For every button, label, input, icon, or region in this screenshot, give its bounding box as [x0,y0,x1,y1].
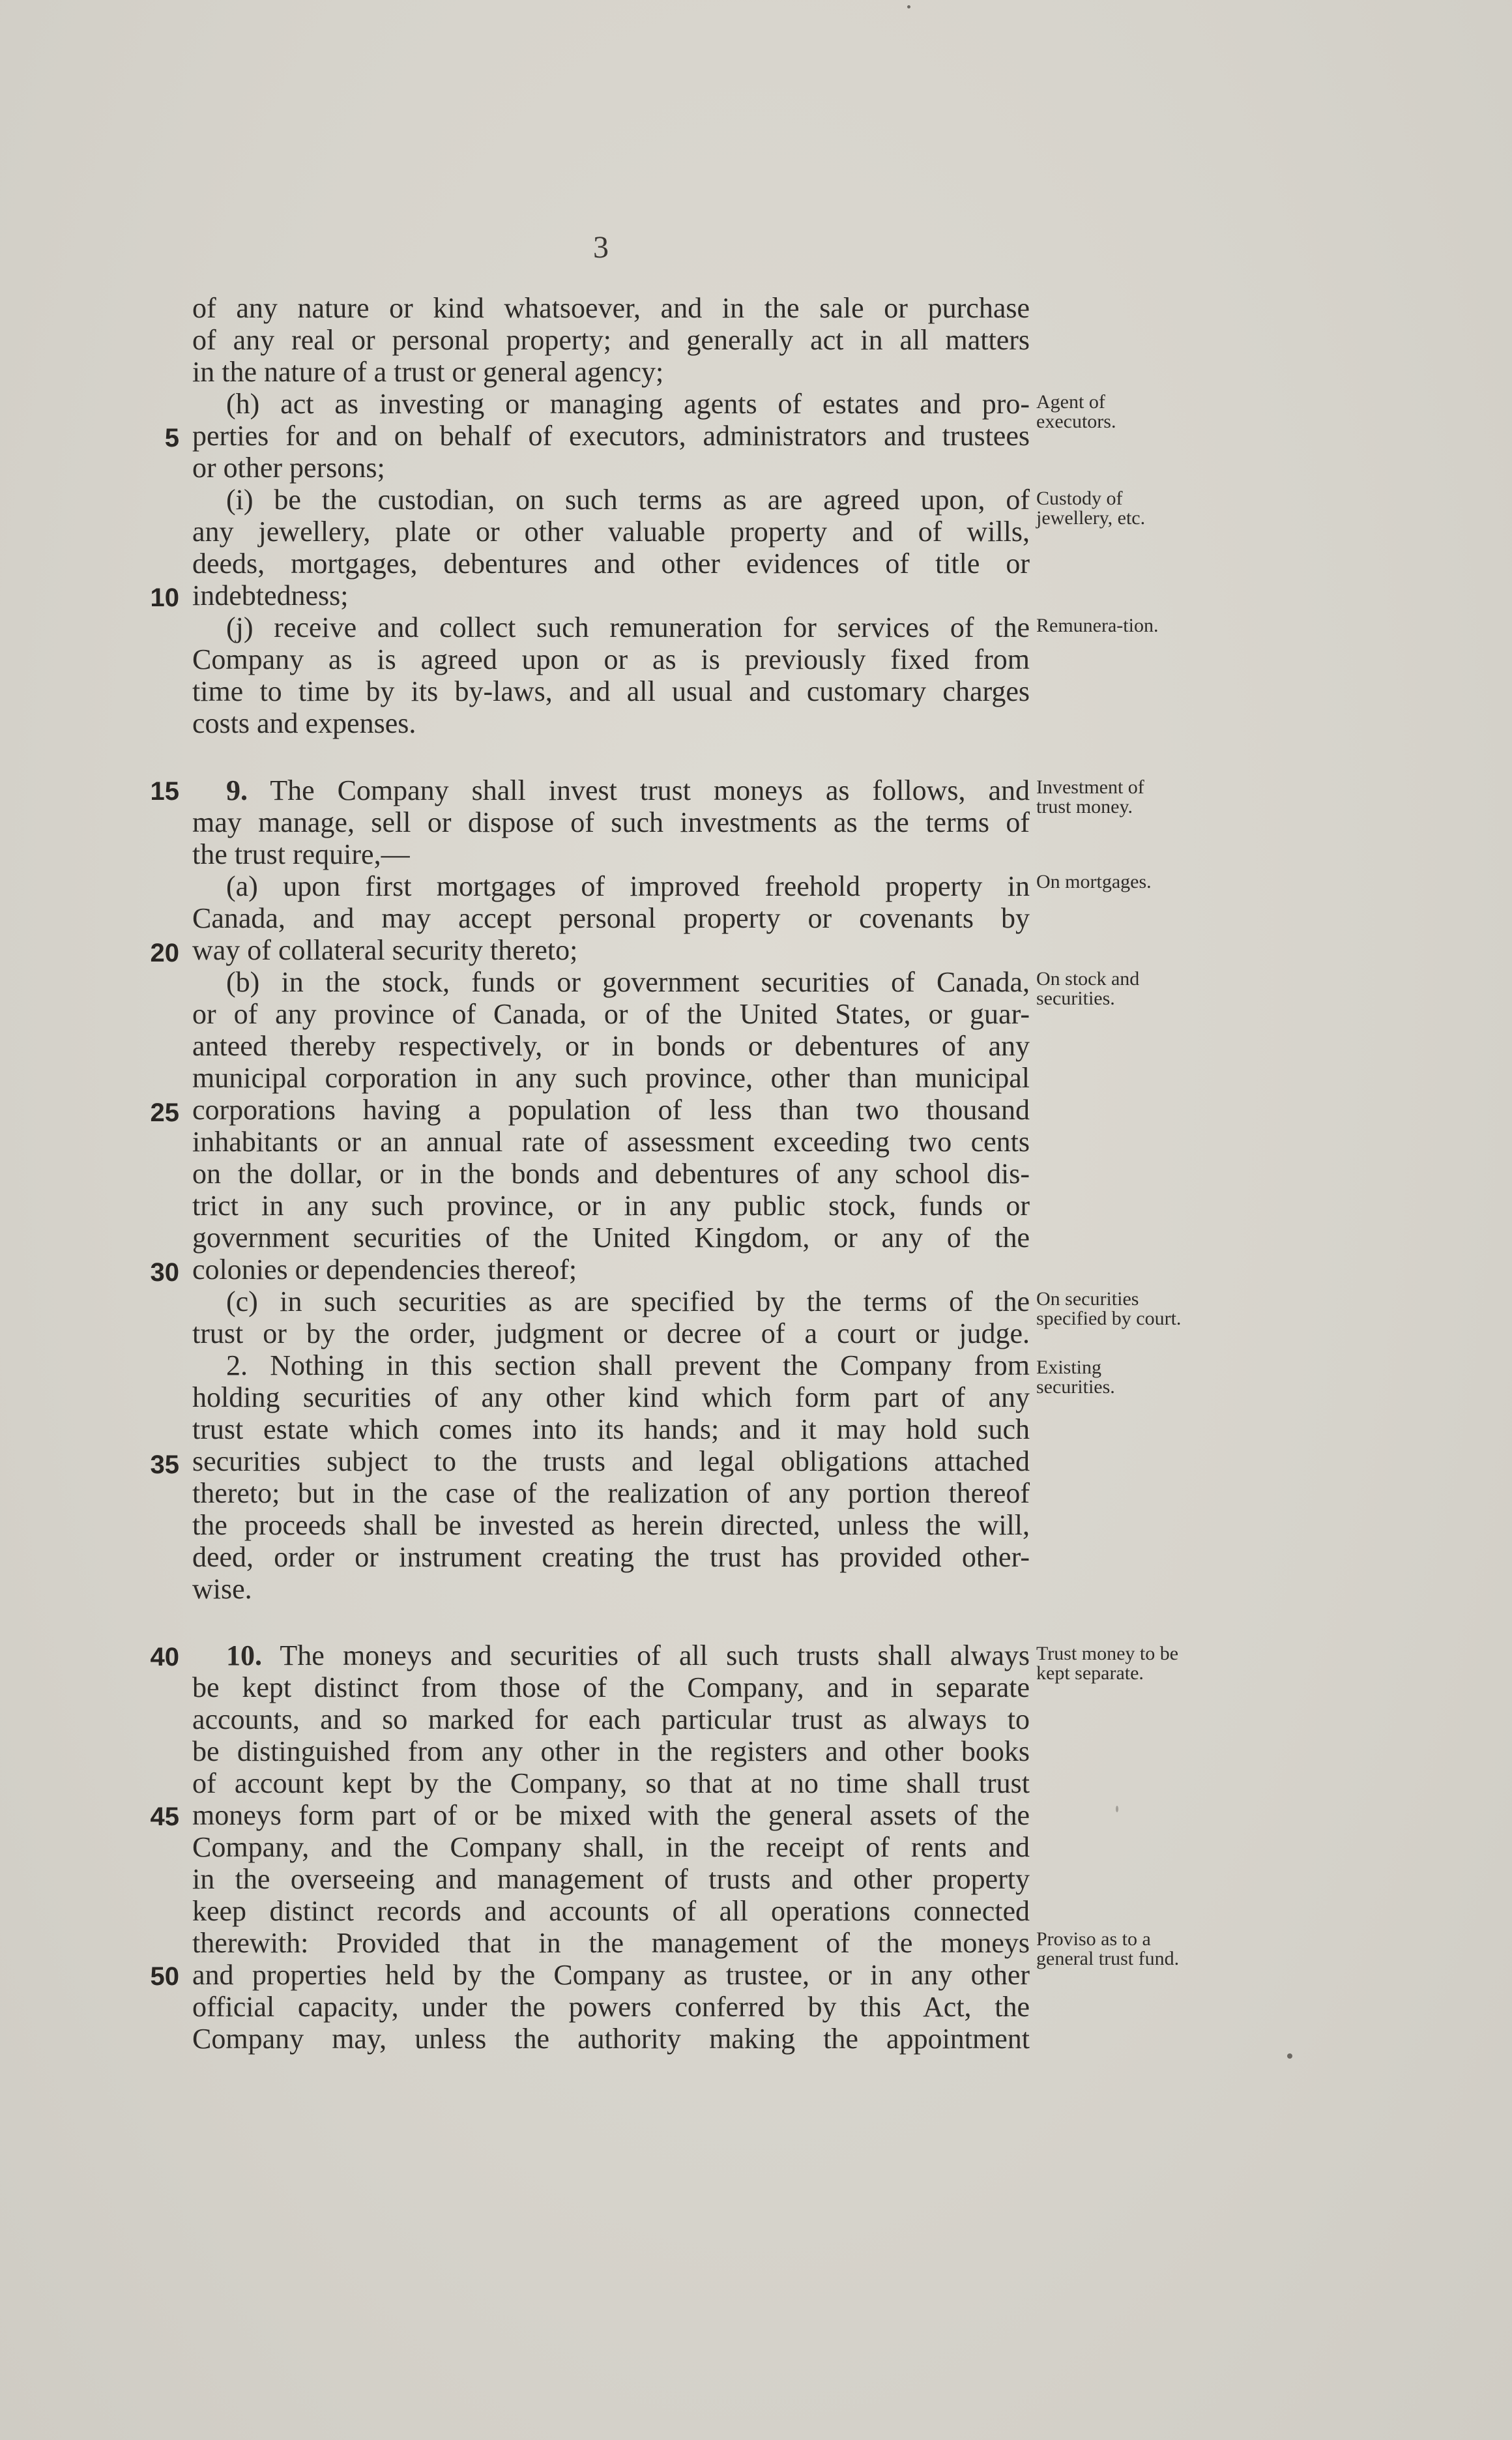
line-number: 35 [150,1450,179,1479]
body-line: way of collateral security thereto; [192,934,578,966]
body-line: any jewellery, plate or other valuable property and of wills, [192,516,1030,548]
body-line: colonies or dependencies thereof; [192,1254,577,1286]
body-line: the proceeds shall be invested as herein directed, unless the will, [192,1509,1030,1541]
body-line: (j) receive and collect such remuneration for services of the [226,611,1030,643]
body-line: government securities of the United Kingdom, or any of the [192,1222,1030,1254]
body-line-text: The Company shall invest trust moneys as follows, and [270,774,1030,806]
body-line: of any real or personal property; and generally act in all matters [192,324,1030,356]
paper-speck [1116,1806,1118,1812]
body-line: securities subject to the trusts and legal obligations attached [192,1445,1030,1477]
line-number: 10 [150,583,179,612]
body-line: therewith: Provided that in the management of the moneys [192,1927,1030,1959]
body-line: of account kept by the Company, so that at no time shall trust [192,1767,1030,1799]
body-line: (h) act as investing or managing agents of estates and pro- [226,388,1030,420]
line-number: 5 [164,424,179,452]
line-number: 45 [150,1802,179,1831]
body-line: municipal corporation in any such province, other than municipal [192,1062,1030,1094]
margin-note-on-stock-and-securities: On stock and securities. [1036,968,1140,1009]
margin-note-existing-securities: Existing securities. [1036,1357,1115,1398]
body-line: moneys form part of or be mixed with the general assets of the [192,1799,1030,1831]
body-line: (b) in the stock, funds or government securities of Canada, [226,966,1030,998]
line-number: 40 [150,1643,179,1671]
body-line: and properties held by the Company as trustee, or in any other [192,1959,1030,1991]
line-number: 20 [150,939,179,967]
body-line: Company as is agreed upon or as is previously fixed from [192,643,1030,675]
body-line: on the dollar, or in the bonds and debentures of any school dis- [192,1158,1030,1190]
body-line: of any nature or kind whatsoever, and in the sale or purchase [192,292,1030,324]
body-line: (c) in such securities as are specified by the terms of the [226,1286,1030,1317]
body-line: 2. Nothing in this section shall prevent the Company from [226,1349,1030,1381]
body-line: trust estate which comes into its hands; and it may hold such [192,1413,1030,1445]
body-line-text: The moneys and securities of all such trusts shall always [280,1639,1030,1671]
body-line: Company, and the Company shall, in the receipt of rents and [192,1831,1030,1863]
section-number: 9. [226,774,248,806]
body-line: anteed thereby respectively, or in bonds or debentures of any [192,1030,1030,1062]
margin-note-remuneration: Remunera-tion. [1036,615,1159,636]
body-line: indebtedness; [192,580,349,611]
body-line: inhabitants or an annual rate of assessment exceeding two cents [192,1126,1030,1158]
body-line: be distinguished from any other in the registers and other books [192,1735,1030,1767]
margin-note-on-securities-specified: On securities specified by court. [1036,1288,1182,1329]
body-line: or other persons; [192,452,385,484]
body-line: (a) upon first mortgages of improved freehold property in [226,870,1030,902]
body-line: be kept distinct from those of the Company, and in separate [192,1671,1030,1703]
margin-note-agent-of-executors: Agent of executors. [1036,391,1116,432]
body-line: perties for and on behalf of executors, administrators and trustees [192,420,1030,452]
section-10-first-line [192,1639,1030,1671]
body-line: corporations having a population of less than two thousand [192,1094,1030,1126]
section-number: 10. [226,1639,262,1671]
margin-note-proviso-general-trust-fund: Proviso as to a general trust fund. [1036,1928,1180,1969]
body-line: wise. [192,1573,252,1605]
body-line: holding securities of any other kind which form part of any [192,1381,1030,1413]
body-line: thereto; but in the case of the realization of any portion thereof [192,1477,1030,1509]
body-line: the trust require,— [192,838,410,870]
body-line: or of any province of Canada, or of the United States, or guar- [192,998,1030,1030]
paper-speck [1287,2053,1292,2059]
line-number: 15 [150,777,179,806]
body-line: in the overseeing and management of trusts and other property [192,1863,1030,1895]
margin-note-investment-of-trust-money: Investment of trust money. [1036,776,1144,817]
body-line: trict in any such province, or in any public stock, funds or [192,1190,1030,1222]
body-line: Company may, unless the authority making the appointment [192,2023,1030,2055]
body-line: time to time by its by-laws, and all usual and customary charges [192,675,1030,707]
margin-note-custody-of-jewellery: Custody of jewellery, etc. [1036,488,1146,529]
body-line: deeds, mortgages, debentures and other evidences of title or [192,548,1030,580]
line-number: 30 [150,1258,179,1287]
body-line: (i) be the custodian, on such terms as are agreed upon, of [226,484,1030,516]
body-line: official capacity, under the powers conferred by this Act, the [192,1991,1030,2023]
body-line: Canada, and may accept personal property or covenants by [192,902,1030,934]
page-number: 3 [593,230,609,265]
line-number: 25 [150,1098,179,1127]
margin-note-on-mortgages: On mortgages. [1036,871,1152,892]
section-9-first-line [192,774,1030,806]
body-line: keep distinct records and accounts of all operations connected [192,1895,1030,1927]
body-line: may manage, sell or dispose of such investments as the terms of [192,806,1030,838]
paper-speck [907,5,910,8]
body-line: costs and expenses. [192,707,416,739]
line-number: 50 [150,1962,179,1991]
body-line: trust or by the order, judgment or decree of a court or judge. [192,1317,1030,1349]
body-line: deed, order or instrument creating the trust has provided other- [192,1541,1030,1573]
body-line: in the nature of a trust or general agency; [192,356,664,388]
body-line: accounts, and so marked for each particular trust as always to [192,1703,1030,1735]
margin-note-trust-money-separate: Trust money to be kept separate. [1036,1643,1179,1684]
